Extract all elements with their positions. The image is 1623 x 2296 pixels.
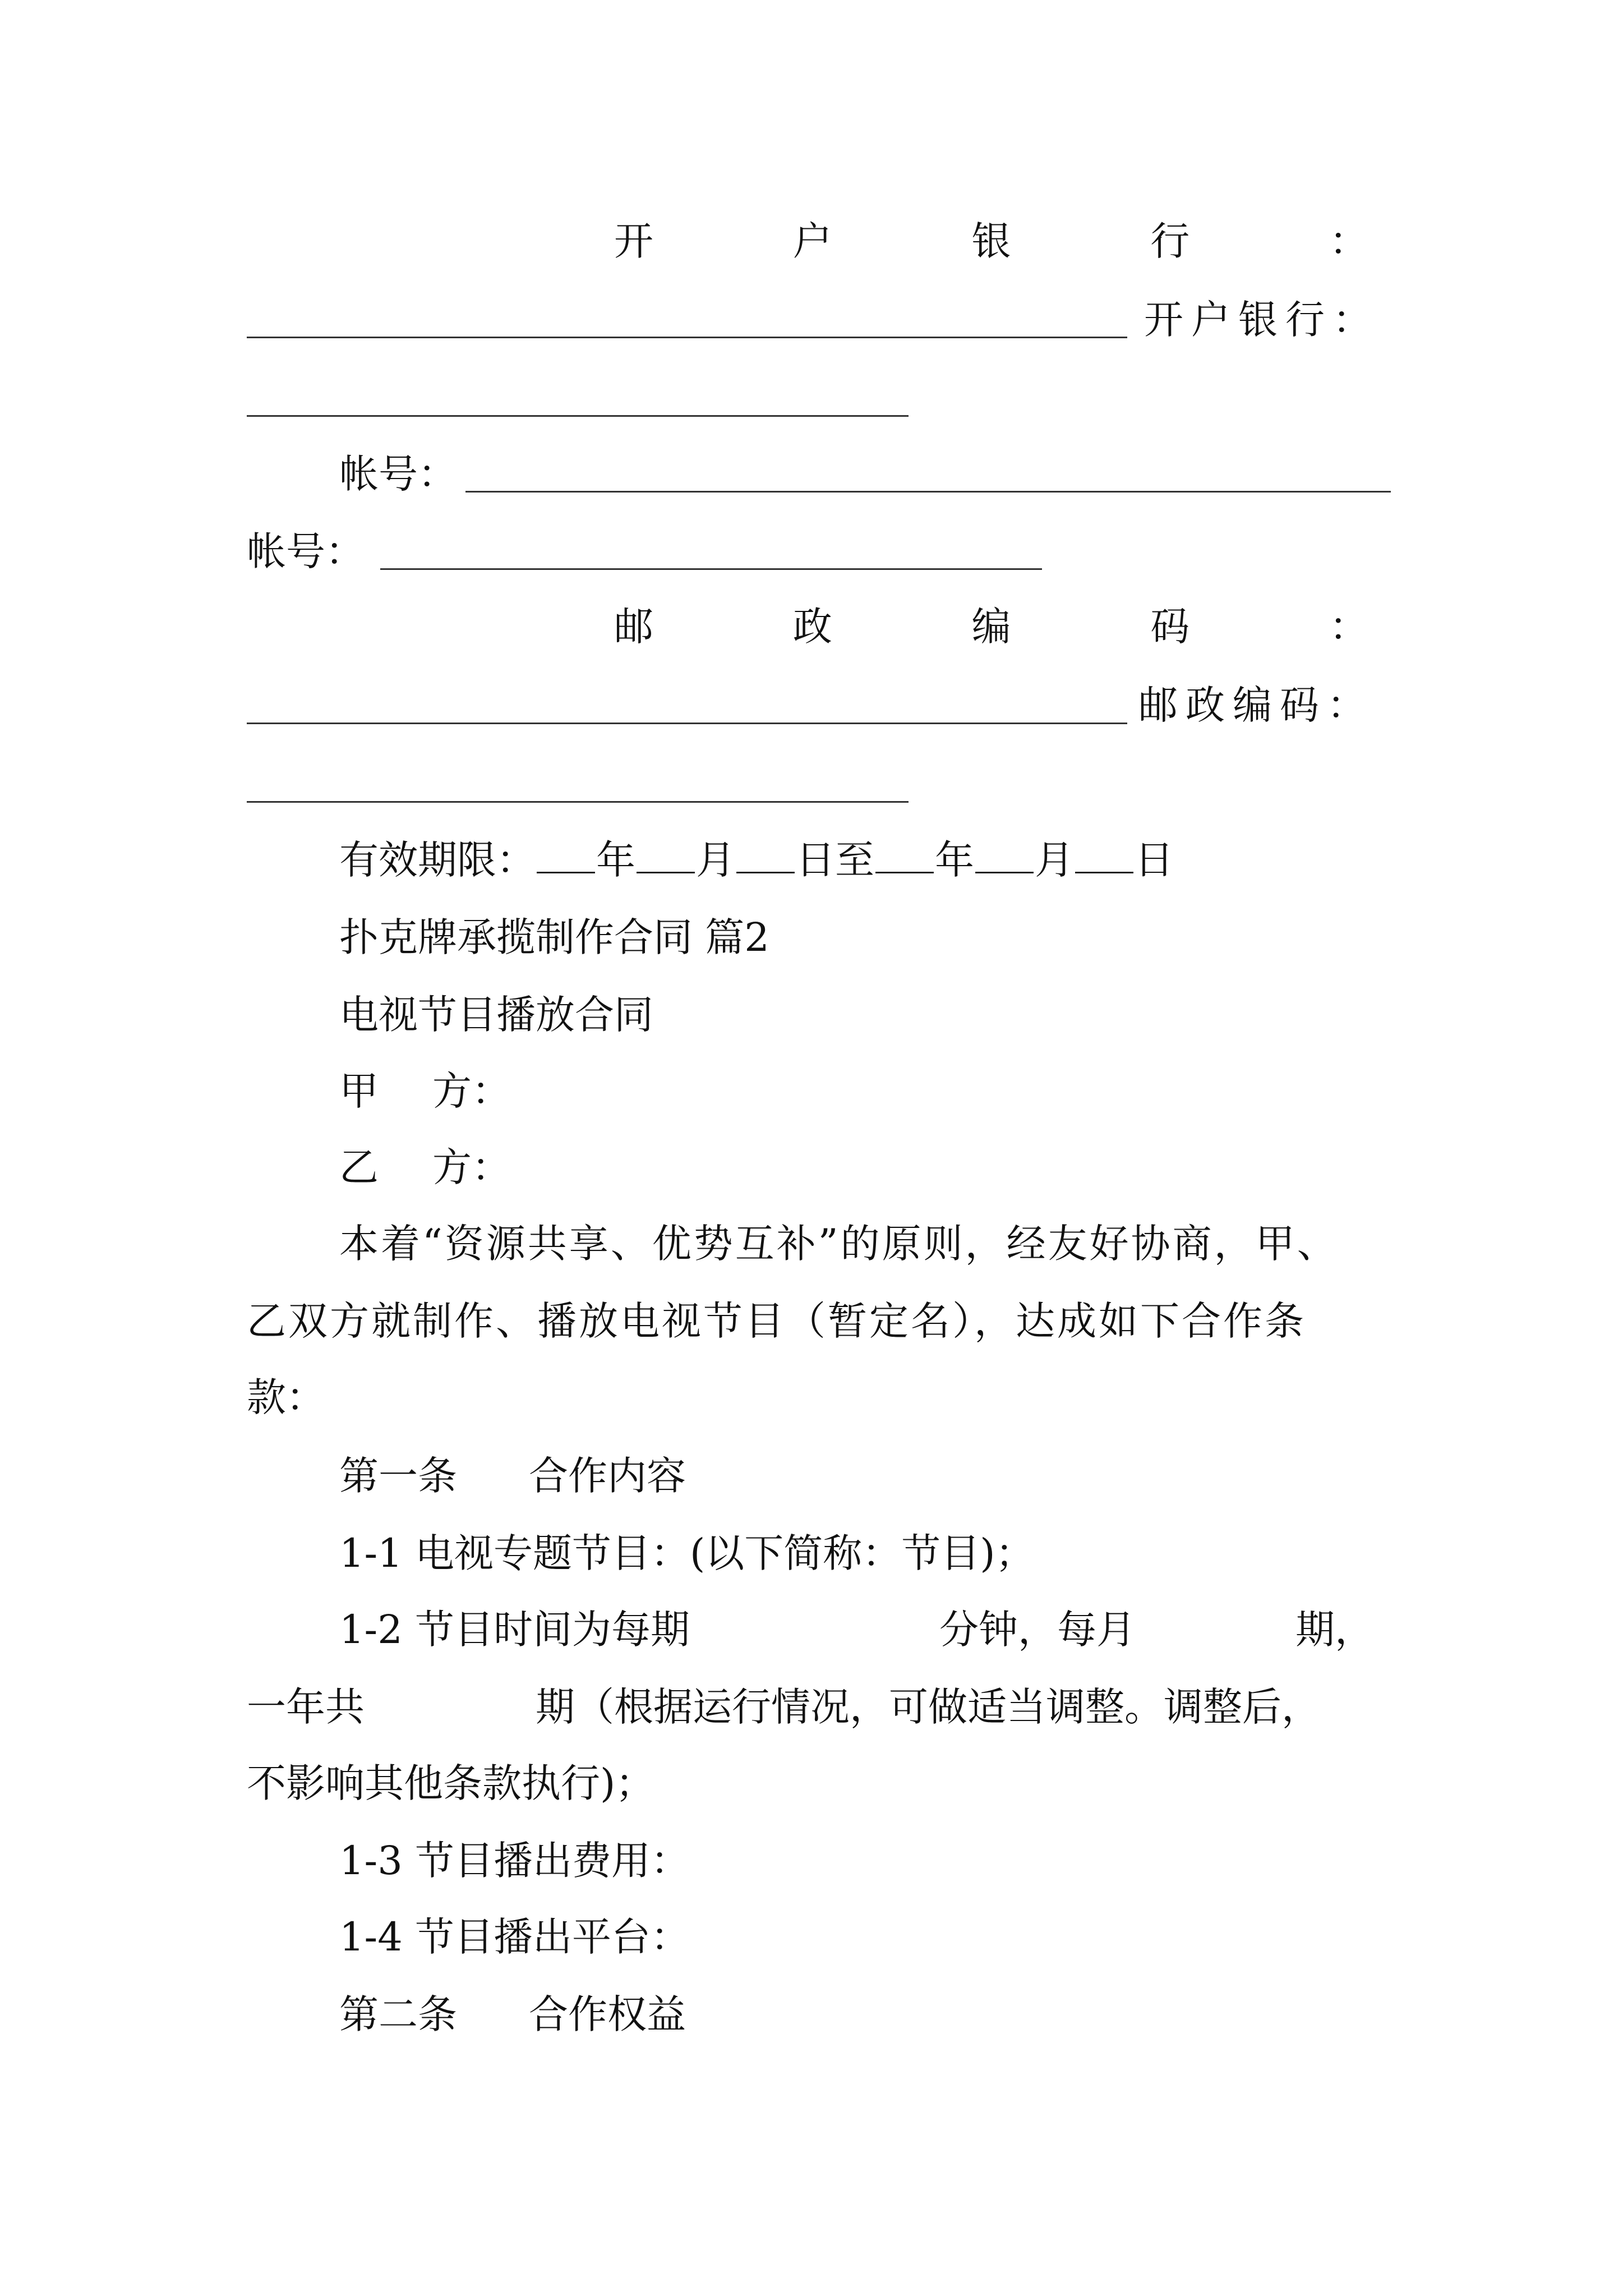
postal-spread-line <box>614 601 1368 652</box>
postal-char-4: 码 <box>1150 604 1190 650</box>
party-b-line <box>339 1142 511 1193</box>
blank-day-to <box>1075 837 1133 873</box>
blank-day-from <box>736 837 795 873</box>
intro-line-3: 款： <box>247 1374 325 1420</box>
item-1-3: 1-3 节目播出费用： <box>339 1838 690 1884</box>
bank-label: 开户银行： <box>1144 297 1380 343</box>
article-1-num: 第一条 <box>339 1453 457 1499</box>
article-2-heading <box>339 1989 686 2040</box>
postal-char-2: 政 <box>792 604 832 650</box>
blank-year-from <box>537 837 595 873</box>
item-1-2-line2-b: 期（根据运行情况，可做适当调整。调整后， <box>536 1684 1321 1730</box>
validity-year-2: 年 <box>935 837 974 883</box>
part-heading: 扑克牌承揽制作合同 篇2 <box>339 914 769 960</box>
item-1-2-c: 期， <box>1295 1607 1374 1653</box>
party-b-suffix: 方： <box>432 1144 511 1190</box>
postal-char-3: 编 <box>971 604 1011 650</box>
account-blank-2 <box>380 568 1042 570</box>
item-1-2-line3: 不影响其他条款执行)； <box>247 1760 655 1806</box>
intro-line-1: 本着“资源共享、优势互补”的原则，经友好协商，甲、 <box>339 1221 1339 1267</box>
bank-spread-line <box>614 216 1368 266</box>
bank-char-1: 开 <box>614 218 653 264</box>
item-1-1: 1-1 电视专题节目：(以下简称：节目)； <box>339 1530 1035 1576</box>
postal-char-1: 邮 <box>614 604 653 650</box>
postal-char-5: ： <box>1329 604 1368 650</box>
bank-char-2: 户 <box>792 218 832 264</box>
account-label-2: 帐号： <box>247 528 365 574</box>
postal-label: 邮政编码： <box>1138 682 1374 728</box>
validity-day-to: 日至 <box>796 837 874 883</box>
item-1-2-b: 分钟，每月 <box>939 1607 1136 1653</box>
intro-line-2: 乙双方就制作、播放电视节目（暂定名），达成如下合作条 <box>247 1298 1306 1344</box>
article-2-num: 第二条 <box>339 1991 457 2037</box>
party-a-label: 甲 <box>339 1068 379 1114</box>
party-b-label: 乙 <box>339 1144 379 1190</box>
validity-line <box>339 835 1174 885</box>
article-1-heading <box>339 1451 686 1501</box>
bank-blank-1 <box>247 337 1127 338</box>
bank-char-4: 行 <box>1150 218 1190 264</box>
validity-month-2: 月 <box>1035 837 1074 883</box>
party-a-line <box>339 1066 511 1116</box>
item-1-2-a: 1-2 节目时间为每期 <box>339 1607 690 1653</box>
bank-char-3: 银 <box>971 218 1011 264</box>
item-1-4: 1-4 节目播出平台： <box>339 1914 690 1960</box>
postal-blank-2 <box>247 801 909 803</box>
contract-title: 电视节目播放合同 <box>339 992 653 1038</box>
blank-month-to <box>975 837 1034 873</box>
validity-label: 有效期限： <box>339 837 536 883</box>
account-blank-1 <box>465 491 1391 493</box>
article-1-title: 合作内容 <box>529 1453 686 1499</box>
postal-blank-1 <box>247 723 1127 724</box>
blank-year-to <box>875 837 934 873</box>
bank-blank-2 <box>247 415 909 417</box>
item-1-2-line2-a: 一年共 <box>247 1684 365 1730</box>
party-a-suffix: 方： <box>432 1068 511 1114</box>
validity-month-1: 月 <box>696 837 735 883</box>
bank-char-5: ： <box>1329 218 1368 264</box>
validity-day: 日 <box>1135 837 1174 883</box>
article-2-title: 合作权益 <box>529 1991 686 2037</box>
blank-month-from <box>637 837 695 873</box>
account-label-1: 帐号： <box>339 451 457 497</box>
validity-year-1: 年 <box>596 837 635 883</box>
